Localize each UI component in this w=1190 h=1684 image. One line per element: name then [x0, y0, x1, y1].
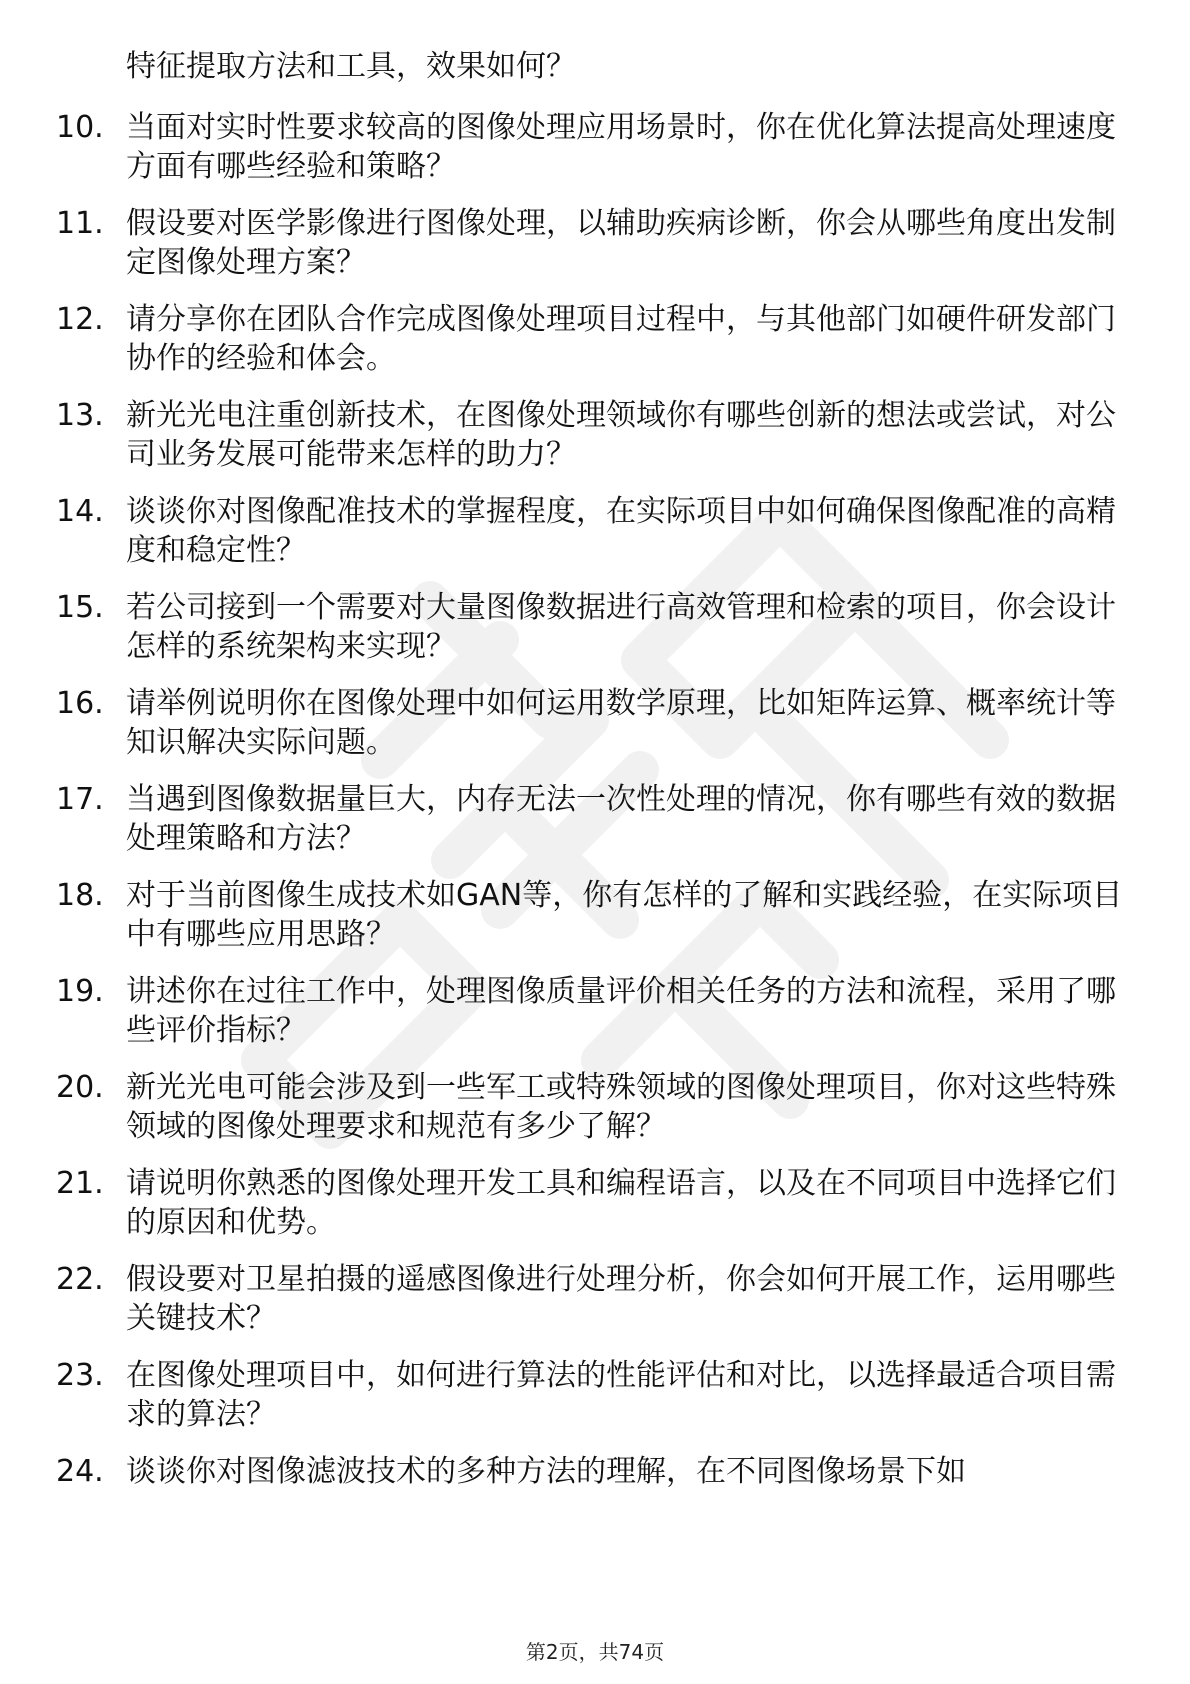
question-number: 24.: [56, 1454, 104, 1489]
question-text: 假设要对医学影像进行图像处理，以辅助疾病诊断，你会从哪些角度出发制定图像处理方案？: [126, 206, 1116, 280]
question-number: 15.: [56, 590, 104, 625]
question-number: 22.: [56, 1262, 104, 1297]
question-text: 若公司接到一个需要对大量图像数据进行高效管理和检索的项目，你会设计怎样的系统架构来实现？: [126, 590, 1116, 664]
question-text: 请举例说明你在图像处理中如何运用数学原理，比如矩阵运算、概率统计等知识解决实际问题。: [126, 686, 1116, 760]
question-number: 11.: [56, 206, 104, 241]
question-text: 谈谈你对图像配准技术的掌握程度，在实际项目中如何确保图像配准的高精度和稳定性？: [126, 494, 1116, 568]
question-number: 17.: [56, 782, 104, 817]
continued-question-text: 特征提取方法和工具，效果如何？: [126, 49, 576, 84]
question-text: 谈谈你对图像滤波技术的多种方法的理解，在不同图像场景下如: [126, 1454, 966, 1489]
question-text: 请分享你在团队合作完成图像处理项目过程中，与其他部门如硬件研发部门协作的经验和体会。: [126, 302, 1116, 376]
question-number: 10.: [56, 110, 104, 145]
question-text: 新光光电可能会涉及到一些军工或特殊领域的图像处理项目，你对这些特殊领域的图像处理要求和规范有多少了解？: [126, 1070, 1116, 1144]
question-number: 19.: [56, 974, 104, 1009]
question-number: 14.: [56, 494, 104, 529]
question-text: 在图像处理项目中，如何进行算法的性能评估和对比，以选择最适合项目需求的算法？: [126, 1358, 1116, 1432]
question-text: 请说明你熟悉的图像处理开发工具和编程语言，以及在不同项目中选择它们的原因和优势。: [126, 1166, 1116, 1240]
question-text: 假设要对卫星拍摄的遥感图像进行处理分析，你会如何开展工作，运用哪些关键技术？: [126, 1262, 1116, 1336]
question-number: 13.: [56, 398, 104, 433]
question-number: 23.: [56, 1358, 104, 1393]
question-number: 21.: [56, 1166, 104, 1201]
question-text: 对于当前图像生成技术如GAN等，你有怎样的了解和实践经验，在实际项目中有哪些应用思路？: [126, 878, 1123, 952]
question-number: 18.: [56, 878, 104, 913]
question-number: 12.: [56, 302, 104, 337]
question-number: 20.: [56, 1070, 104, 1105]
question-text: 新光光电注重创新技术，在图像处理领域你有哪些创新的想法或尝试，对公司业务发展可能带来怎样的助力？: [126, 398, 1116, 472]
question-number: 16.: [56, 686, 104, 721]
question-text: 讲述你在过往工作中，处理图像质量评价相关任务的方法和流程，采用了哪些评价指标？: [126, 974, 1116, 1048]
question-text: 当遇到图像数据量巨大，内存无法一次性处理的情况，你有哪些有效的数据处理策略和方法？: [126, 782, 1116, 856]
page-footer: 第2页，共74页: [525, 1640, 665, 1664]
question-text: 当面对实时性要求较高的图像处理应用场景时，你在优化算法提高处理速度方面有哪些经验和策略？: [126, 110, 1116, 184]
